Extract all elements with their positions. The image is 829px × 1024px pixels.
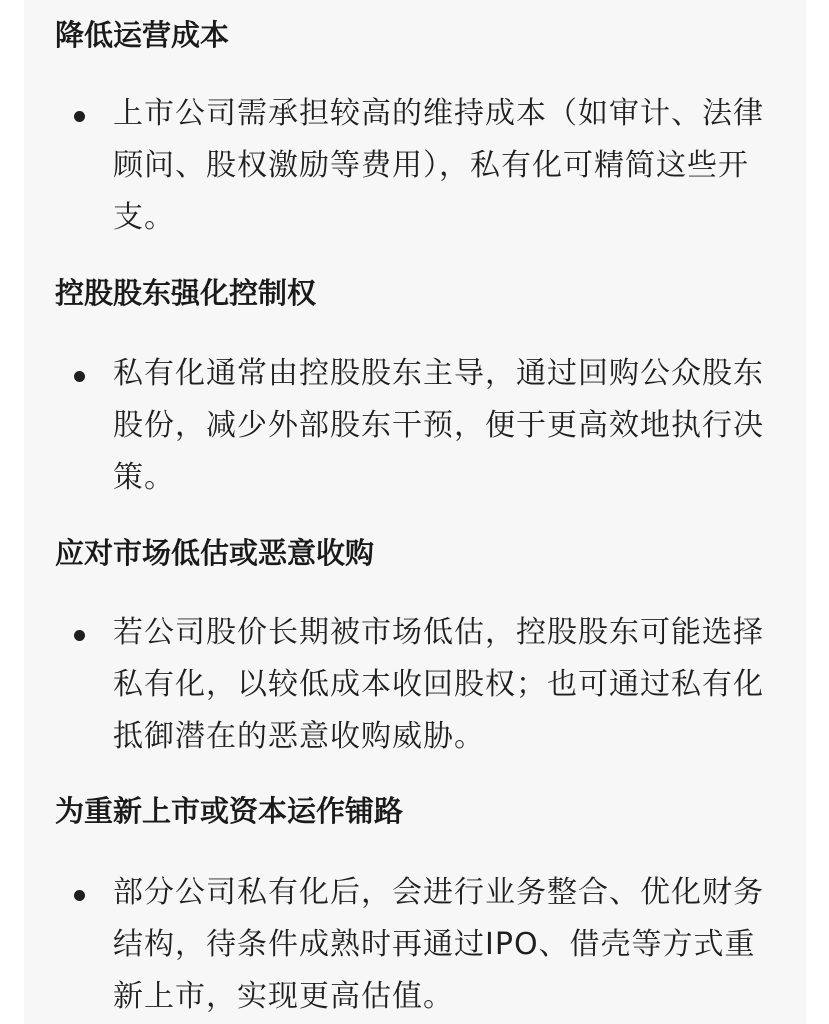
bullet-text: 私有化通常由控股股东主导，通过回购公众股东股份，减少外部股东干预，便于更高效地执行决策。 [113,356,764,495]
bullet-text: 上市公司需承担较高的维持成本（如审计、法律顾问、股权激励等费用），私有化可精简这些开支。 [113,96,764,235]
bullet-dot-icon [74,111,85,122]
article-content [24,0,806,1024]
section-title-valuation: 应对市场低估或恶意收购 [55,536,375,570]
section-title-cost: 降低运营成本 [55,18,230,52]
bullet-text: 若公司股价长期被市场低估，控股股东可能选择私有化，以较低成本收回股权；也可通过私有化抵御潜在的恶意收购威胁。 [113,615,764,754]
bullet-dot-icon [74,371,85,382]
section-title-relisting: 为重新上市或资本运作铺路 [55,794,404,828]
bullet-text: 部分公司私有化后，会进行业务整合、优化财务结构，待条件成熟时再通过IPO、借壳等方式重新上市，实现更高估值。 [113,875,764,1014]
bullet-dot-icon [74,630,85,641]
section-title-control: 控股股东强化控制权 [55,276,317,310]
bullet-dot-icon [74,890,85,901]
